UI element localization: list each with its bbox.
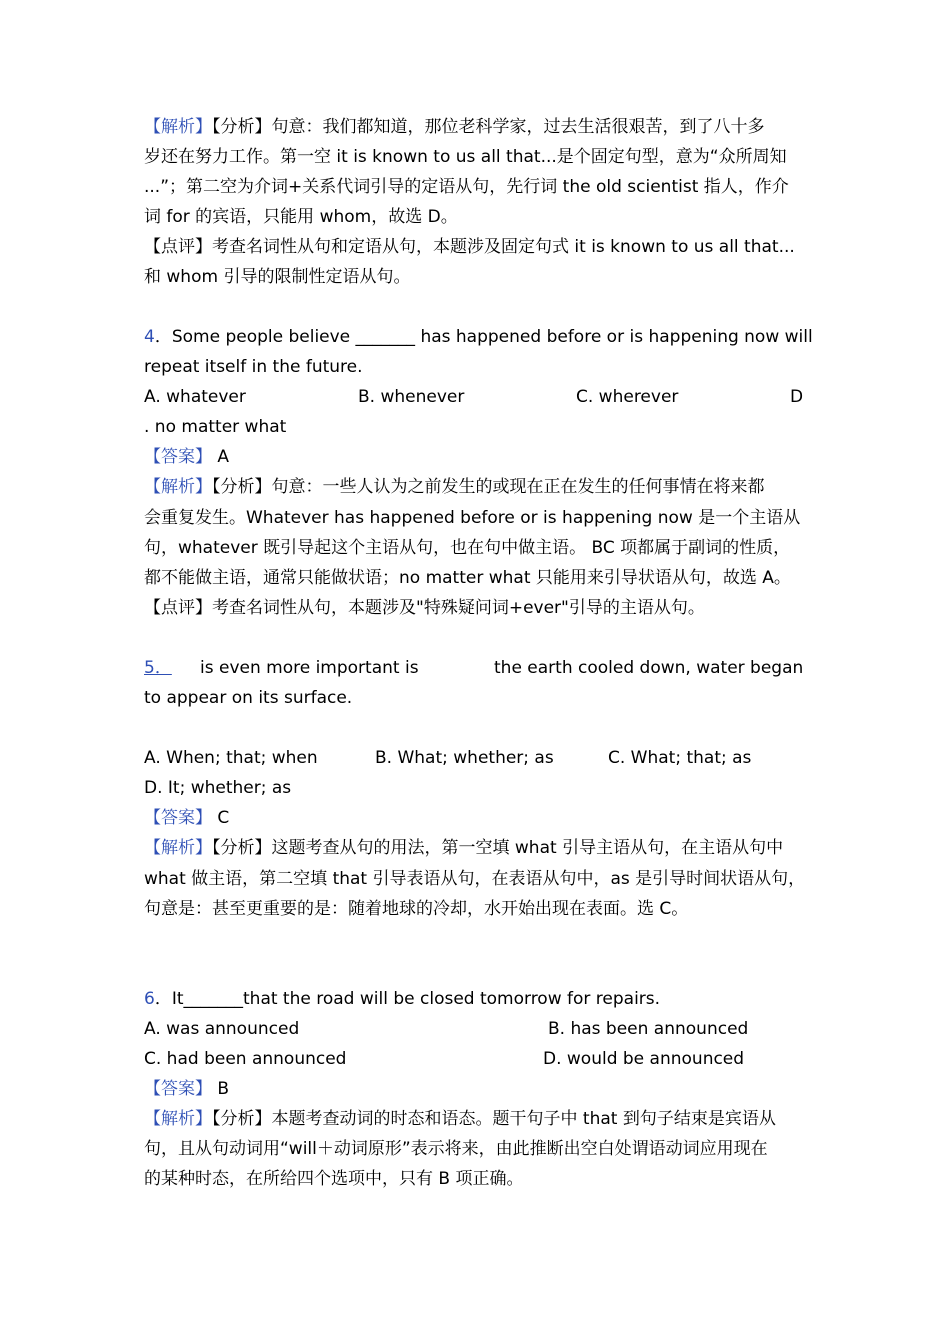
q5-answer: 【答案】 C [144,808,230,828]
answer-label: 【答案】 [144,447,212,467]
q3-analysis-line-1: 【解析】【分析】句意：我们都知道，那位老科学家，过去生活很艰苦，到了八十多 [144,117,765,137]
q6-number: 6 [144,989,155,1009]
q6-analysis-line-3: 的某种时态，在所给四个选项中，只有 B 项正确。 [144,1169,524,1189]
q6-option-d: D. would be announced [543,1049,745,1069]
q6-option-b: B. has been announced [548,1019,749,1039]
q5-option-b: B. What; whether; as [375,748,554,768]
jiexi-label: 【解析】 [144,477,212,497]
jiexi-label: 【解析】 [144,117,212,137]
q4-option-b: B. whenever [358,387,465,407]
q5-number[interactable]: 5． [144,658,172,678]
q4-option-d: D [790,387,804,407]
q3-review-line-2: 和 whom 引导的限制性定语从句。 [144,267,411,287]
q6-answer: 【答案】 B [144,1079,230,1099]
q5-analysis-line-2: what 做主语，第二空填 that 引导表语从句，在表语从句中，as 是引导时间状语从句， [144,869,806,889]
q5-stem-line-2: to appear on its surface. [144,688,353,708]
answer-label: 【答案】 [144,808,212,828]
q6-analysis-line-2: 句，且从句动词用“will＋动词原形”表示将来，由此推断出空白处谓语动词应用现在 [144,1139,768,1159]
q6-analysis-line-1: 【解析】【分析】本题考查动词的时态和语态。题干句子中 that 到句子结束是宾语从 [144,1109,776,1129]
jiexi-label: 【解析】 [144,838,212,858]
q4-review: 【点评】考查名词性从句，本题涉及"特殊疑问词+ever"引导的主语从句。 [144,598,705,618]
q4-option-d-cont: . no matter what [144,417,287,437]
q5-stem-part-1: is even more important is [200,658,419,678]
q5-analysis-line-3: 句意是：甚至更重要的是：随着地球的冷却，水开始出现在表面。选 C。 [144,899,689,919]
q4-option-a: A. whatever [144,387,246,407]
q4-analysis-line-3: 句，whatever 既引导起这个主语从句，也在句中做主语。 BC 项都属于副词的性质， [144,538,791,558]
q6-stem: 6．It_______that the road will be closed tomorrow for repairs. [144,989,661,1009]
q4-answer: 【答案】 A [144,447,230,467]
q4-analysis-line-2: 会重复发生。Whatever has happened before or is happening now 是一个主语从 [144,508,801,528]
q4-number: 4 [144,327,155,347]
jiexi-label: 【解析】 [144,1109,212,1129]
q3-analysis-line-3: ...”；第二空为介词+关系代词引导的定语从句，先行词 the old scientist 指人，作介 [144,177,789,197]
q4-analysis-line-1: 【解析】【分析】句意：一些人认为之前发生的或现在正在发生的任何事情在将来都 [144,477,765,497]
q4-stem-line-2: repeat itself in the future. [144,357,363,377]
q4-option-c: C. wherever [576,387,679,407]
q5-analysis-line-1: 【解析】【分析】这题考查从句的用法，第一空填 what 引导主语从句，在主语从句中 [144,838,784,858]
q5-stem-part-2: the earth cooled down, water began [494,658,804,678]
q4-analysis-line-4: 都不能做主语，通常只能做状语；no matter what 只能用来引导状语从句，故选 A。 [144,568,791,588]
q3-analysis-line-2: 岁还在努力工作。第一空 it is known to us all that...是个固定句型，意为“众所周知 [144,147,787,167]
q4-stem-line-1: 4．Some people believe _______ has happened before or is happening now will [144,327,813,347]
q3-review-line-1: 【点评】考查名词性从句和定语从句，本题涉及固定句式 it is known to us all that... [144,237,795,257]
q5-option-d: D. It; whether; as [144,778,292,798]
q6-option-a: A. was announced [144,1019,300,1039]
q5-option-c: C. What; that; as [608,748,752,768]
answer-label: 【答案】 [144,1079,212,1099]
q5-option-a: A. When; that; when [144,748,318,768]
q6-option-c: C. had been announced [144,1049,347,1069]
q3-analysis-line-4: 词 for 的宾语，只能用 whom，故选 D。 [144,207,458,227]
